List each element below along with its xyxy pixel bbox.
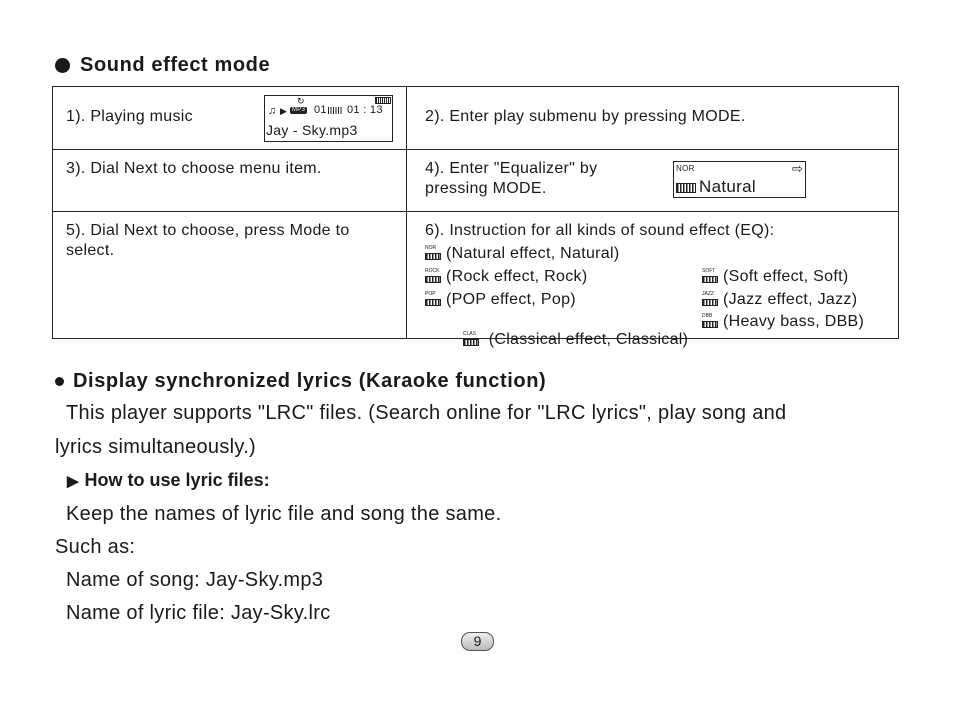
section-title-lyrics-text: Display synchronized lyrics (Karaoke function) xyxy=(73,370,547,392)
step-5-text-line1: 5). Dial Next to choose, press Mode to xyxy=(66,222,350,239)
effect-soft: SOFT (Soft effect, Soft) xyxy=(702,268,849,285)
effect-rock: ROCK (Rock effect, Rock) xyxy=(425,268,588,285)
bullet-icon xyxy=(55,58,70,73)
eq-bars-icon xyxy=(676,183,696,193)
song-name-line: Name of song: Jay-Sky.mp3 xyxy=(66,569,324,591)
effect-natural: NOR (Natural effect, Natural) xyxy=(425,245,620,262)
signal-bars-icon xyxy=(328,107,343,114)
eq-nor-icon: NOR xyxy=(425,246,442,260)
intro-line-2: lyrics simultaneously.) xyxy=(55,436,257,458)
keep-names-line: Keep the names of lyric file and song the same. xyxy=(66,503,502,525)
bullet-icon xyxy=(55,377,64,386)
eq-soft-icon: SOFT xyxy=(702,269,719,283)
step-2-text: 2). Enter play submenu by pressing MODE. xyxy=(425,108,746,125)
effect-pop: POP (POP effect, Pop) xyxy=(425,291,576,308)
step-4-cell xyxy=(407,150,899,212)
eq-value: Natural xyxy=(699,177,756,196)
repeat-icon: ↻ xyxy=(297,96,305,106)
step-5-text-line2: select. xyxy=(66,242,115,259)
eq-rock-icon: ROCK xyxy=(425,269,442,283)
effect-classical: CLAS (Classical effect, Classical) xyxy=(462,331,689,348)
step-5-cell xyxy=(53,212,407,339)
play-time: 01 : 13 xyxy=(347,104,383,116)
such-as-line: Such as: xyxy=(55,536,136,558)
battery-icon xyxy=(375,97,391,104)
mp3-badge: MP3 xyxy=(292,107,306,113)
song-name: Jay - Sky.mp3 xyxy=(266,122,358,138)
intro-line-1: This player supports "LRC" files. (Search online for "LRC lyrics", play song and xyxy=(66,402,787,424)
how-to-subheading xyxy=(67,470,270,491)
section-title-text: Sound effect mode xyxy=(80,54,271,76)
eq-clas-icon: CLAS xyxy=(463,332,480,346)
step-1-text: 1). Playing music xyxy=(66,108,193,125)
step-6-title: 6). Instruction for all kinds of sound effect (EQ): xyxy=(425,222,775,239)
step-4-text-line1: 4). Enter "Equalizer" by xyxy=(425,160,598,177)
track-number: 01 xyxy=(314,104,327,116)
step-2-cell xyxy=(407,87,899,150)
lcd-playing-screen xyxy=(264,95,393,142)
arrow-right-icon: ⇨ xyxy=(792,161,804,176)
lcd-equalizer-screen xyxy=(673,161,806,198)
eq-dbb-icon: DBB xyxy=(702,314,719,328)
effect-dbb: DBB (Heavy bass, DBB) xyxy=(702,313,865,330)
section-title-sound-effect xyxy=(55,54,270,77)
step-3-cell xyxy=(53,150,407,212)
effect-jazz: JAZZ (Jazz effect, Jazz) xyxy=(702,291,858,308)
eq-pop-icon: POP xyxy=(425,292,442,306)
play-icon: ▶ xyxy=(280,106,288,116)
eq-instructions-table xyxy=(52,86,899,348)
step-6-cell xyxy=(407,212,899,348)
eq-tag: NOR xyxy=(676,164,695,173)
eq-jazz-icon: JAZZ xyxy=(702,292,719,306)
page-number: 9 xyxy=(461,632,494,651)
music-note-icon: ♫ xyxy=(268,105,277,117)
step-3-text: 3). Dial Next to choose menu item. xyxy=(66,160,322,177)
step-1-cell xyxy=(53,87,407,150)
step-4-text-line2: pressing MODE. xyxy=(425,180,547,197)
how-to-subheading-text: How to use lyric files: xyxy=(84,470,270,490)
section-title-lyrics xyxy=(55,370,546,393)
lyric-name-line: Name of lyric file: Jay-Sky.lrc xyxy=(66,602,331,624)
triangle-bullet-icon: ▶ xyxy=(67,472,79,490)
